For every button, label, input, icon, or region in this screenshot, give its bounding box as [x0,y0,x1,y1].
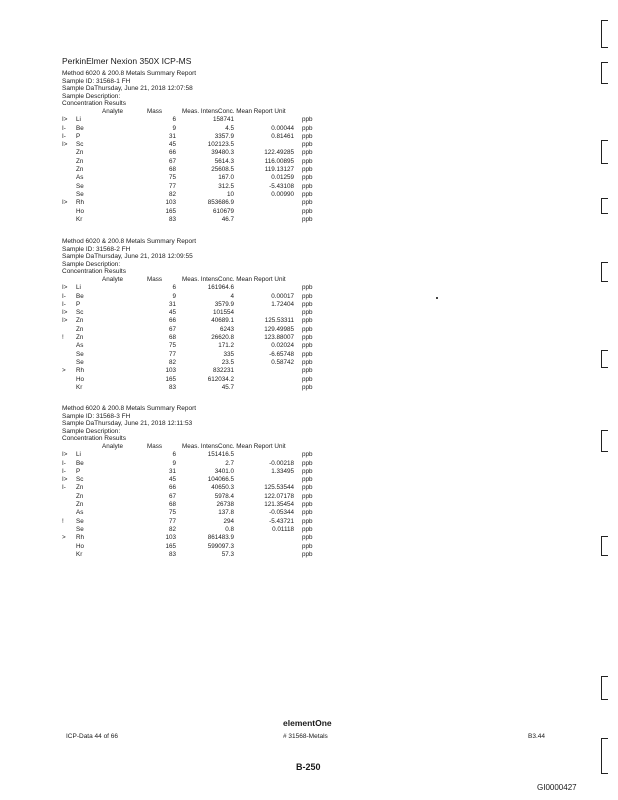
mass-cell: 67 [168,325,176,333]
conc-cell: 116.00895 [264,157,294,165]
mass-cell: 9 [172,124,176,132]
column-mass: Mass [147,443,163,450]
report-method: Method 6020 & 200.8 Metals Summary Report [62,238,197,245]
analyte-cell: Ho [76,207,85,215]
conc-cell: 1.72404 [271,300,294,308]
unit-cell: ppb [302,534,313,542]
report-conc-results: Concentration Results [62,435,126,443]
intensity-cell: 832231 [212,367,234,375]
intensity-cell: 101554 [212,309,234,317]
mass-cell: 165 [165,375,176,383]
mass-cell: 68 [168,501,176,509]
column-measures: Meas. IntensConc. Mean Report Unit [182,443,286,450]
conc-cell: 122.49285 [264,149,294,157]
intensity-cell: 26738 [216,501,234,509]
unit-cell: ppb [302,116,313,124]
analyte-cell: Sc [76,141,84,149]
flag-cell: I> [62,284,68,292]
unit-cell: ppb [302,199,313,207]
scan-edge-mark [601,430,608,452]
unit-cell: ppb [302,459,313,467]
report-header [62,405,196,443]
report-sample-id: Sample ID: 31568-2 FH [62,245,131,253]
mass-cell: 103 [165,534,176,542]
intensity-cell: 40689.1 [211,317,234,325]
mass-cell: 75 [168,342,176,350]
unit-cell: ppb [302,317,313,325]
scan-edge-mark [601,198,608,214]
mass-cell: 31 [168,132,176,140]
scan-edge-mark [601,140,608,164]
unit-cell: ppb [302,367,313,375]
analyte-cell: Be [76,124,84,132]
flag-cell: I> [62,317,68,325]
intensity-cell: 45.7 [221,383,234,391]
analyte-cell: Zn [76,484,84,492]
analyte-cell: Se [76,190,84,198]
unit-cell: ppb [302,451,313,459]
flag-cell: I- [62,484,66,492]
flag-cell: I> [62,199,68,207]
flag-cell: > [62,534,66,542]
intensity-cell: 171.2 [218,342,234,350]
intensity-cell: 599097.3 [207,542,234,550]
conc-cell: -6.65748 [269,350,294,358]
analyte-cell: Sc [76,476,84,484]
mass-cell: 75 [168,509,176,517]
unit-cell: ppb [302,334,313,342]
column-analyte: Analyte [102,443,124,450]
report-sample-date: Sample DaThursday, June 21, 2018 12:07:58 [62,85,193,93]
footer-left-text: ICP-Data 44 of 66 [66,733,119,740]
report-method: Method 6020 & 200.8 Metals Summary Report [62,405,197,412]
report-sample-date: Sample DaThursday, June 21, 2018 12:09:55 [62,253,193,261]
conc-cell: 0.01259 [271,174,294,182]
analyte-cell: Zn [76,166,84,174]
report-header [62,238,196,276]
intensity-cell: 294 [223,517,234,525]
intensity-cell: 167.0 [218,174,234,182]
analyte-cell: Ho [76,542,85,550]
scan-edge-mark [601,350,608,368]
intensity-cell: 3401.0 [214,467,234,475]
intensity-cell: 610679 [212,207,234,215]
intensity-cell: 612034.2 [207,375,234,383]
flag-cell: I- [62,124,66,132]
unit-cell: ppb [302,325,313,333]
column-mass: Mass [147,108,163,115]
analyte-cell: Zn [76,149,84,157]
conc-cell: 125.53544 [264,484,294,492]
analyte-cell: Be [76,292,84,300]
report-sample-date: Sample DaThursday, June 21, 2018 12:11:53 [62,420,193,428]
mass-cell: 68 [168,166,176,174]
conc-cell: 122.07178 [264,492,294,500]
mass-cell: 165 [165,542,176,550]
report-method: Method 6020 & 200.8 Metals Summary Report [62,70,197,77]
mass-cell: 31 [168,300,176,308]
intensity-cell: 46.7 [221,215,234,223]
conc-cell: 0.00990 [271,190,294,198]
unit-cell: ppb [302,375,313,383]
mass-cell: 6 [172,451,176,459]
footer-brand: elementOne [283,718,332,728]
analyte-cell: Ho [76,375,85,383]
conc-cell: 123.88007 [264,334,294,342]
scan-speck [436,297,438,299]
unit-cell: ppb [302,284,313,292]
intensity-cell: 39480.3 [211,149,234,157]
mass-cell: 77 [168,182,176,190]
flag-cell: > [62,367,66,375]
intensity-cell: 151416.5 [207,451,234,459]
analyte-cell: P [76,467,81,475]
flag-cell: I> [62,141,68,149]
unit-cell: ppb [302,542,313,550]
unit-cell: ppb [302,309,313,317]
analyte-cell: Kr [76,215,83,223]
scan-edge-mark [601,536,608,556]
column-analyte: Analyte [102,276,124,283]
analyte-cell: As [76,342,84,350]
unit-cell: ppb [302,517,313,525]
analyte-cell: Rh [76,367,85,375]
intensity-cell: 312.5 [218,182,234,190]
analyte-cell: Be [76,459,84,467]
conc-cell: 119.13127 [264,166,294,174]
intensity-cell: 102123.5 [207,141,234,149]
unit-cell: ppb [302,174,313,182]
intensity-cell: 0.8 [225,525,234,533]
report-sample-desc: Sample Description: [62,427,121,435]
flag-cell: I> [62,116,68,124]
unit-cell: ppb [302,342,313,350]
intensity-cell: 3357.9 [214,132,234,140]
mass-cell: 77 [168,350,176,358]
analyte-cell: Kr [76,383,83,391]
mass-cell: 45 [168,476,176,484]
analyte-cell: Rh [76,534,85,542]
mass-cell: 67 [168,157,176,165]
conc-cell: 121.35454 [264,501,294,509]
unit-cell: ppb [302,141,313,149]
unit-cell: ppb [302,484,313,492]
mass-cell: 9 [172,292,176,300]
intensity-cell: 25608.5 [211,166,234,174]
mass-cell: 6 [172,116,176,124]
conc-cell: 125.53311 [264,317,294,325]
mass-cell: 9 [172,459,176,467]
intensity-cell: 4 [230,292,234,300]
unit-cell: ppb [302,509,313,517]
analyte-cell: As [76,509,84,517]
report-conc-results: Concentration Results [62,268,126,276]
intensity-cell: 861483.9 [207,534,234,542]
mass-cell: 103 [165,199,176,207]
mass-cell: 83 [168,215,176,223]
conc-cell: -5.43721 [269,517,294,525]
conc-cell: 0.02024 [271,342,294,350]
analyte-cell: Se [76,358,84,366]
unit-cell: ppb [302,476,313,484]
mass-cell: 66 [168,149,176,157]
analyte-cell: P [76,300,81,308]
mass-cell: 31 [168,467,176,475]
analyte-cell: Se [76,182,84,190]
analyte-cell: Li [76,116,81,124]
flag-cell: I- [62,467,66,475]
intensity-cell: 4.5 [225,124,234,132]
analyte-cell: Zn [76,325,84,333]
conc-cell: 0.58742 [271,358,294,366]
unit-cell: ppb [302,182,313,190]
conc-cell: -0.00218 [269,459,294,467]
intensity-cell: 10 [226,190,234,198]
unit-cell: ppb [302,467,313,475]
footer-center-text: # 31568-Metals [283,733,328,740]
analyte-cell: Li [76,451,81,459]
document-id: GI0000427 [537,783,577,792]
instrument-title: PerkinElmer Nexion 350X ICP-MS [62,56,192,66]
analyte-cell: Kr [76,550,83,558]
scan-edge-mark [601,262,608,282]
unit-cell: ppb [302,358,313,366]
unit-cell: ppb [302,525,313,533]
mass-cell: 82 [168,525,176,533]
mass-cell: 77 [168,517,176,525]
analyte-cell: Sc [76,309,84,317]
analyte-cell: P [76,132,81,140]
unit-cell: ppb [302,207,313,215]
flag-cell: I> [62,309,68,317]
mass-cell: 82 [168,358,176,366]
analyte-cell: Zn [76,492,84,500]
intensity-cell: 137.8 [218,509,234,517]
intensity-cell: 853686.9 [207,199,234,207]
flag-cell: I> [62,451,68,459]
intensity-cell: 3579.9 [214,300,234,308]
flag-cell: I- [62,292,66,300]
conc-cell: -0.05344 [269,509,294,517]
report-sample-desc: Sample Description: [62,260,121,268]
unit-cell: ppb [302,215,313,223]
unit-cell: ppb [302,550,313,558]
flag-cell: I- [62,459,66,467]
mass-cell: 82 [168,190,176,198]
mass-cell: 6 [172,284,176,292]
intensity-cell: 161964.6 [207,284,234,292]
unit-cell: ppb [302,149,313,157]
intensity-cell: 2.7 [225,459,234,467]
column-measures: Meas. IntensConc. Mean Report Unit [182,108,286,115]
intensity-cell: 23.5 [221,358,234,366]
column-measures: Meas. IntensConc. Mean Report Unit [182,276,286,283]
column-analyte: Analyte [102,108,124,115]
mass-cell: 75 [168,174,176,182]
unit-cell: ppb [302,292,313,300]
analyte-cell: Zn [76,501,84,509]
conc-cell: 0.00017 [271,292,294,300]
mass-cell: 83 [168,550,176,558]
mass-cell: 165 [165,207,176,215]
intensity-cell: 5614.3 [214,157,234,165]
scan-edge-mark [601,62,608,84]
flag-cell: ! [62,334,64,342]
conc-cell: 0.01118 [272,525,294,533]
analyte-cell: Se [76,350,84,358]
unit-cell: ppb [302,383,313,391]
mass-cell: 68 [168,334,176,342]
mass-cell: 103 [165,367,176,375]
intensity-cell: 26620.8 [211,334,234,342]
intensity-cell: 335 [223,350,234,358]
conc-cell: -5.43108 [269,182,294,190]
report-sample-id: Sample ID: 31568-1 FH [62,77,131,85]
mass-cell: 67 [168,492,176,500]
page-number: B-250 [296,762,321,772]
report-conc-results: Concentration Results [62,100,126,108]
flag-cell: I- [62,300,66,308]
flag-cell: I- [62,132,66,140]
column-mass: Mass [147,276,163,283]
intensity-cell: 57.3 [221,550,234,558]
intensity-cell: 104066.5 [207,476,234,484]
conc-cell: 1.33495 [271,467,294,475]
analyte-cell: Li [76,284,81,292]
scan-edge-mark [601,676,608,700]
unit-cell: ppb [302,501,313,509]
mass-cell: 45 [168,309,176,317]
scan-edge-mark [601,20,608,48]
report-sample-desc: Sample Description: [62,92,121,100]
scan-edge-mark [601,738,608,774]
analyte-cell: Se [76,517,84,525]
analyte-cell: As [76,174,84,182]
mass-cell: 45 [168,141,176,149]
analyte-cell: Zn [76,317,84,325]
intensity-cell: 6243 [219,325,234,333]
flag-cell: I> [62,476,68,484]
unit-cell: ppb [302,124,313,132]
analyte-cell: Rh [76,199,85,207]
flag-cell: ! [62,517,64,525]
intensity-cell: 40650.3 [211,484,234,492]
report-sample-id: Sample ID: 31568-3 FH [62,412,131,420]
unit-cell: ppb [302,166,313,174]
report-header [62,70,196,108]
unit-cell: ppb [302,300,313,308]
unit-cell: ppb [302,350,313,358]
mass-cell: 66 [168,317,176,325]
intensity-cell: 158741 [212,116,234,124]
footer-right-text: B3.44 [528,733,545,740]
mass-cell: 83 [168,383,176,391]
conc-cell: 129.49985 [264,325,294,333]
analyte-cell: Zn [76,334,84,342]
intensity-cell: 5978.4 [214,492,234,500]
mass-cell: 66 [168,484,176,492]
conc-cell: 0.00044 [271,124,294,132]
unit-cell: ppb [302,132,313,140]
analyte-cell: Zn [76,157,84,165]
unit-cell: ppb [302,492,313,500]
unit-cell: ppb [302,190,313,198]
conc-cell: 0.81461 [271,132,294,140]
unit-cell: ppb [302,157,313,165]
analyte-cell: Se [76,525,84,533]
